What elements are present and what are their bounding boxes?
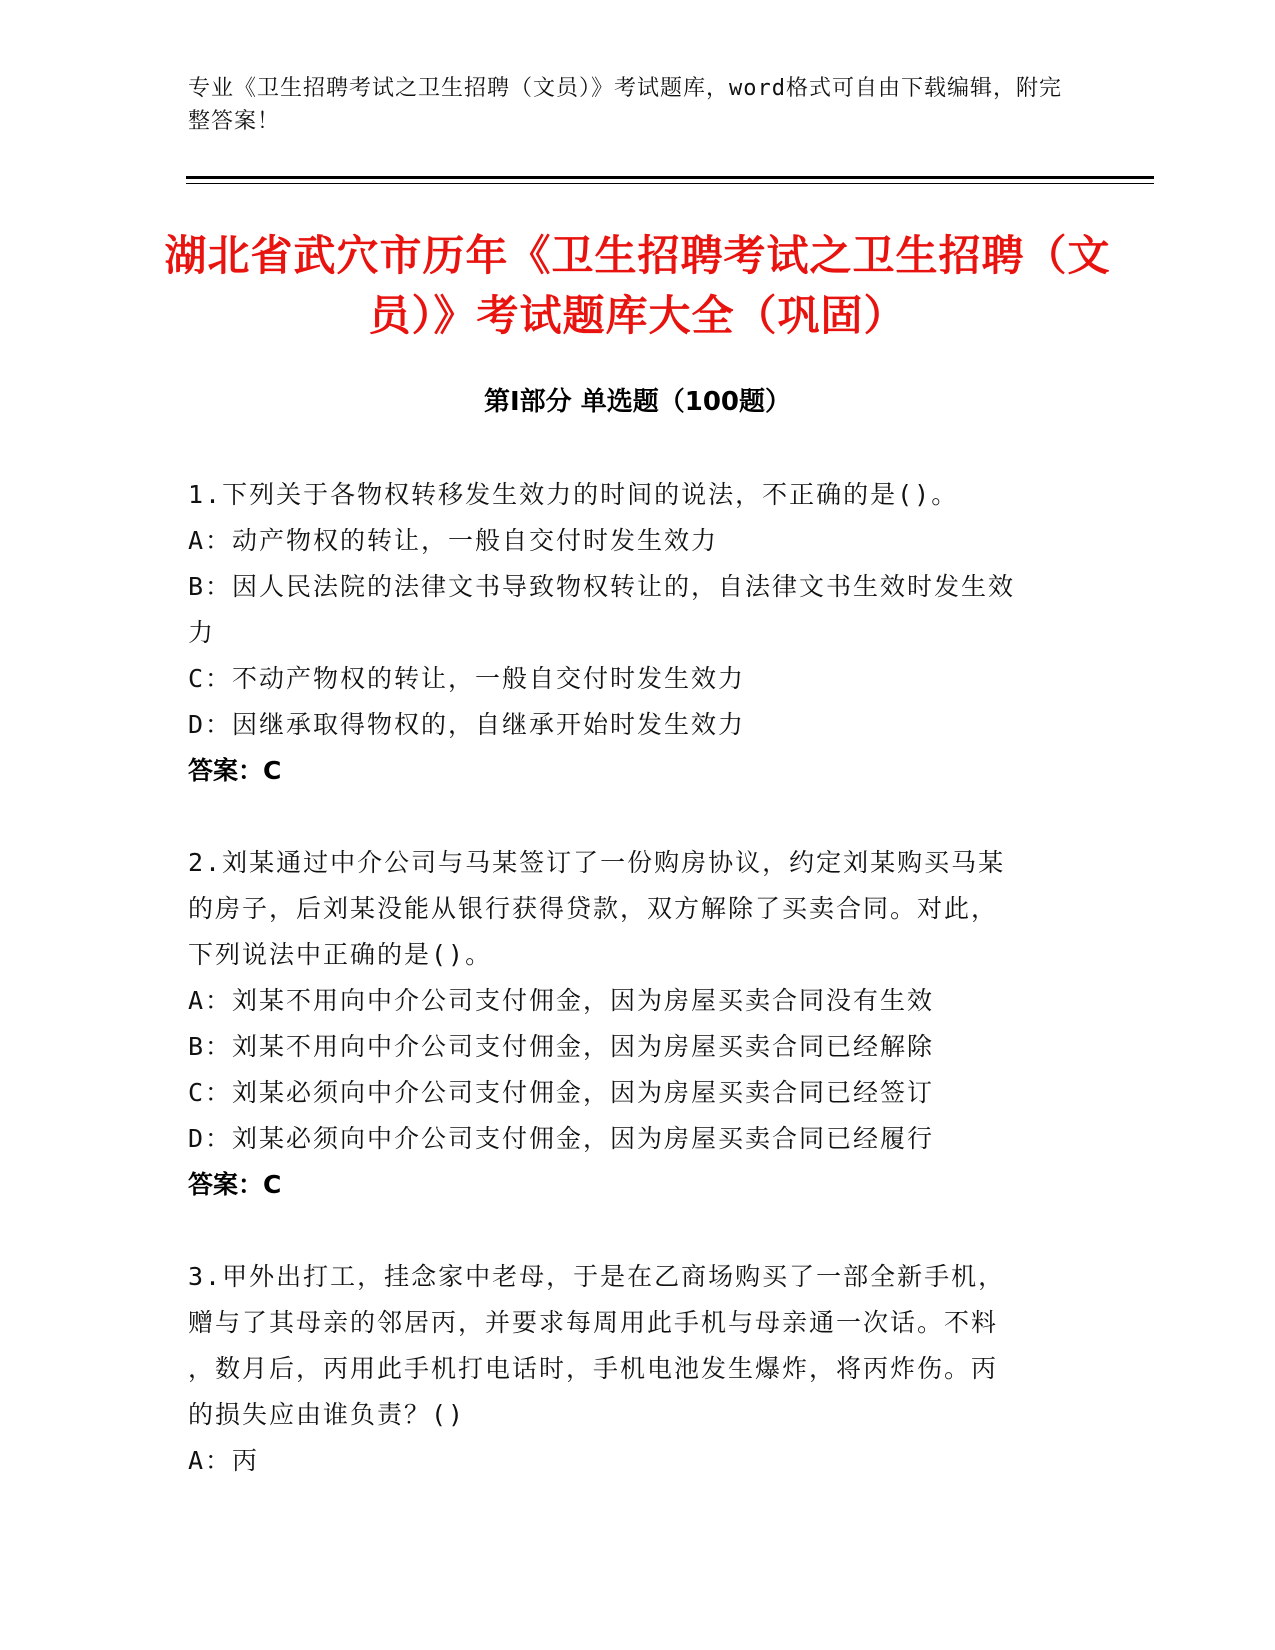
question-option: A：刘某不用向中介公司支付佣金，因为房屋买卖合同没有生效 bbox=[188, 986, 935, 1015]
question-answer: 答案：C bbox=[188, 756, 282, 785]
question-stem: 3.甲外出打工，挂念家中老母，于是在乙商场购买了一部全新手机， bbox=[188, 1262, 1006, 1291]
question-option: C：不动产物权的转让，一般自交付时发生效力 bbox=[188, 664, 746, 693]
section-title: 第Ⅰ部分 单选题（100题） bbox=[484, 387, 791, 417]
question-option: B：刘某不用向中介公司支付佣金，因为房屋买卖合同已经解除 bbox=[188, 1032, 935, 1061]
question-option: D：因继承取得物权的，自继承开始时发生效力 bbox=[188, 710, 746, 739]
question-stem: 的损失应由谁负责？() bbox=[188, 1400, 466, 1429]
question-answer: 答案：C bbox=[188, 1170, 282, 1199]
question-option: D：刘某必须向中介公司支付佣金，因为房屋买卖合同已经履行 bbox=[188, 1124, 935, 1153]
question-option: A：动产物权的转让，一般自交付时发生效力 bbox=[188, 526, 719, 555]
question-stem: 的房子，后刘某没能从银行获得贷款，双方解除了买卖合同。对此， bbox=[188, 894, 999, 923]
header-rule-thick bbox=[186, 176, 1154, 179]
question-stem: 2.刘某通过中介公司与马某签订了一份购房协议，约定刘某购买马某 bbox=[188, 848, 1006, 877]
question-block bbox=[188, 472, 1088, 794]
question-stem: ，数月后，丙用此手机打电话时，手机电池发生爆炸，将丙炸伤。丙 bbox=[188, 1354, 999, 1383]
question-block bbox=[188, 840, 1088, 1208]
document-title: 湖北省武穴市历年《卫生招聘考试之卫生招聘（文员）》考试题库大全（巩固） bbox=[164, 231, 1111, 340]
question-stem: 下列说法中正确的是()。 bbox=[188, 940, 493, 969]
header-note: 专业《卫生招聘考试之卫生招聘（文员）》考试题库，word格式可自由下载编辑，附完整答案！ bbox=[188, 76, 1062, 134]
question-stem: 赠与了其母亲的邻居丙，并要求每周用此手机与母亲通一次话。不料 bbox=[188, 1308, 999, 1337]
question-option: B：因人民法院的法律文书导致物权转让的，自法律文书生效时发生效 bbox=[188, 572, 1016, 601]
question-block bbox=[188, 1254, 1088, 1484]
question-option: C：刘某必须向中介公司支付佣金，因为房屋买卖合同已经签订 bbox=[188, 1078, 935, 1107]
question-option: A：丙 bbox=[188, 1446, 260, 1475]
header-rule-thin bbox=[186, 183, 1154, 184]
question-option: 力 bbox=[188, 618, 216, 647]
question-list bbox=[188, 472, 1088, 1530]
question-stem: 1.下列关于各物权转移发生效力的时间的说法，不正确的是()。 bbox=[188, 480, 959, 509]
